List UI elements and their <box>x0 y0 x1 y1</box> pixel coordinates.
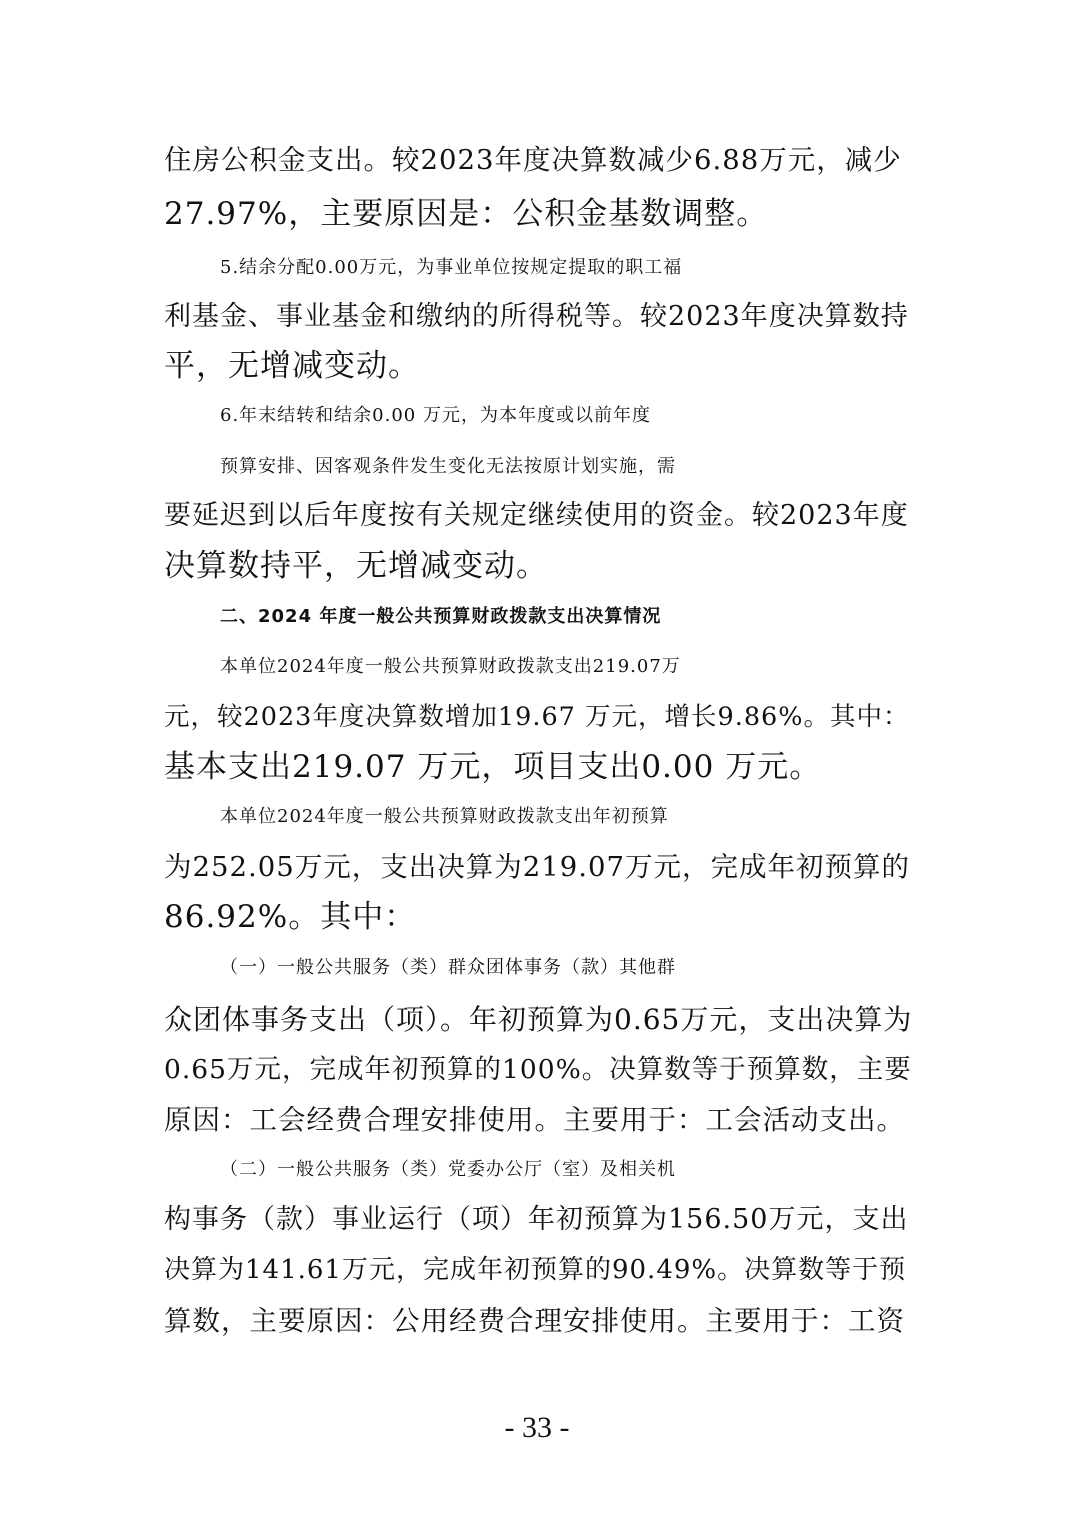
section-heading: 二、2024 年度一般公共预算财政拨款支出决算情况 <box>220 606 662 627</box>
body-text-line: 5.结余分配0.00万元，为事业单位按规定提取的职工福 <box>220 257 683 278</box>
body-text-line: 为252.05万元，支出决算为219.07万元，完成年初预算的 <box>164 851 910 883</box>
body-text-line: 本单位2024年度一般公共预算财政拨款支出年初预算 <box>220 806 669 827</box>
body-text-line: 预算安排、因客观条件发生变化无法按原计划实施，需 <box>220 456 676 477</box>
body-text-line: 平，无增减变动。 <box>164 348 420 384</box>
body-text-line: 决算为141.61万元，完成年初预算的90.49%。决算数等于预 <box>164 1255 907 1285</box>
body-text-line: 利基金、事业基金和缴纳的所得税等。较2023年度决算数持 <box>164 301 909 332</box>
body-text-line: 构事务（款）事业运行（项）年初预算为156.50万元，支出 <box>164 1204 909 1235</box>
body-text-line: 86.92%。其中： <box>164 899 417 935</box>
body-text-line: （二）一般公共服务（类）党委办公厅（室）及相关机 <box>220 1159 676 1180</box>
body-text-line: 要延迟到以后年度按有关规定继续使用的资金。较2023年度 <box>164 500 909 531</box>
body-text-line: （一）一般公共服务（类）群众团体事务（款）其他群 <box>220 957 676 978</box>
body-text-line: 决算数持平，无增减变动。 <box>164 548 548 584</box>
body-text-line: 6.年末结转和结余0.00 万元，为本年度或以前年度 <box>220 405 651 426</box>
body-text-line: 住房公积金支出。较2023年度决算数减少6.88万元，减少 <box>164 144 902 176</box>
body-text-line: 27.97%，主要原因是：公积金基数调整。 <box>164 196 769 232</box>
body-text-line: 基本支出219.07 万元，项目支出0.00 万元。 <box>164 749 822 785</box>
body-text-line: 原因：工会经费合理安排使用。主要用于：工会活动支出。 <box>164 1104 905 1136</box>
body-text-line: 0.65万元，完成年初预算的100%。决算数等于预算数，主要 <box>164 1054 912 1085</box>
page-number: - 33 - <box>504 1411 570 1444</box>
body-text-line: 众团体事务支出（项）。年初预算为0.65万元，支出决算为 <box>164 1003 913 1036</box>
body-text-line: 算数，主要原因：公用经费合理安排使用。主要用于：工资 <box>164 1305 905 1337</box>
body-text-line: 本单位2024年度一般公共预算财政拨款支出219.07万 <box>220 656 681 677</box>
body-text-line: 元，较2023年度决算数增加19.67 万元，增长9.86%。其中： <box>164 702 910 732</box>
